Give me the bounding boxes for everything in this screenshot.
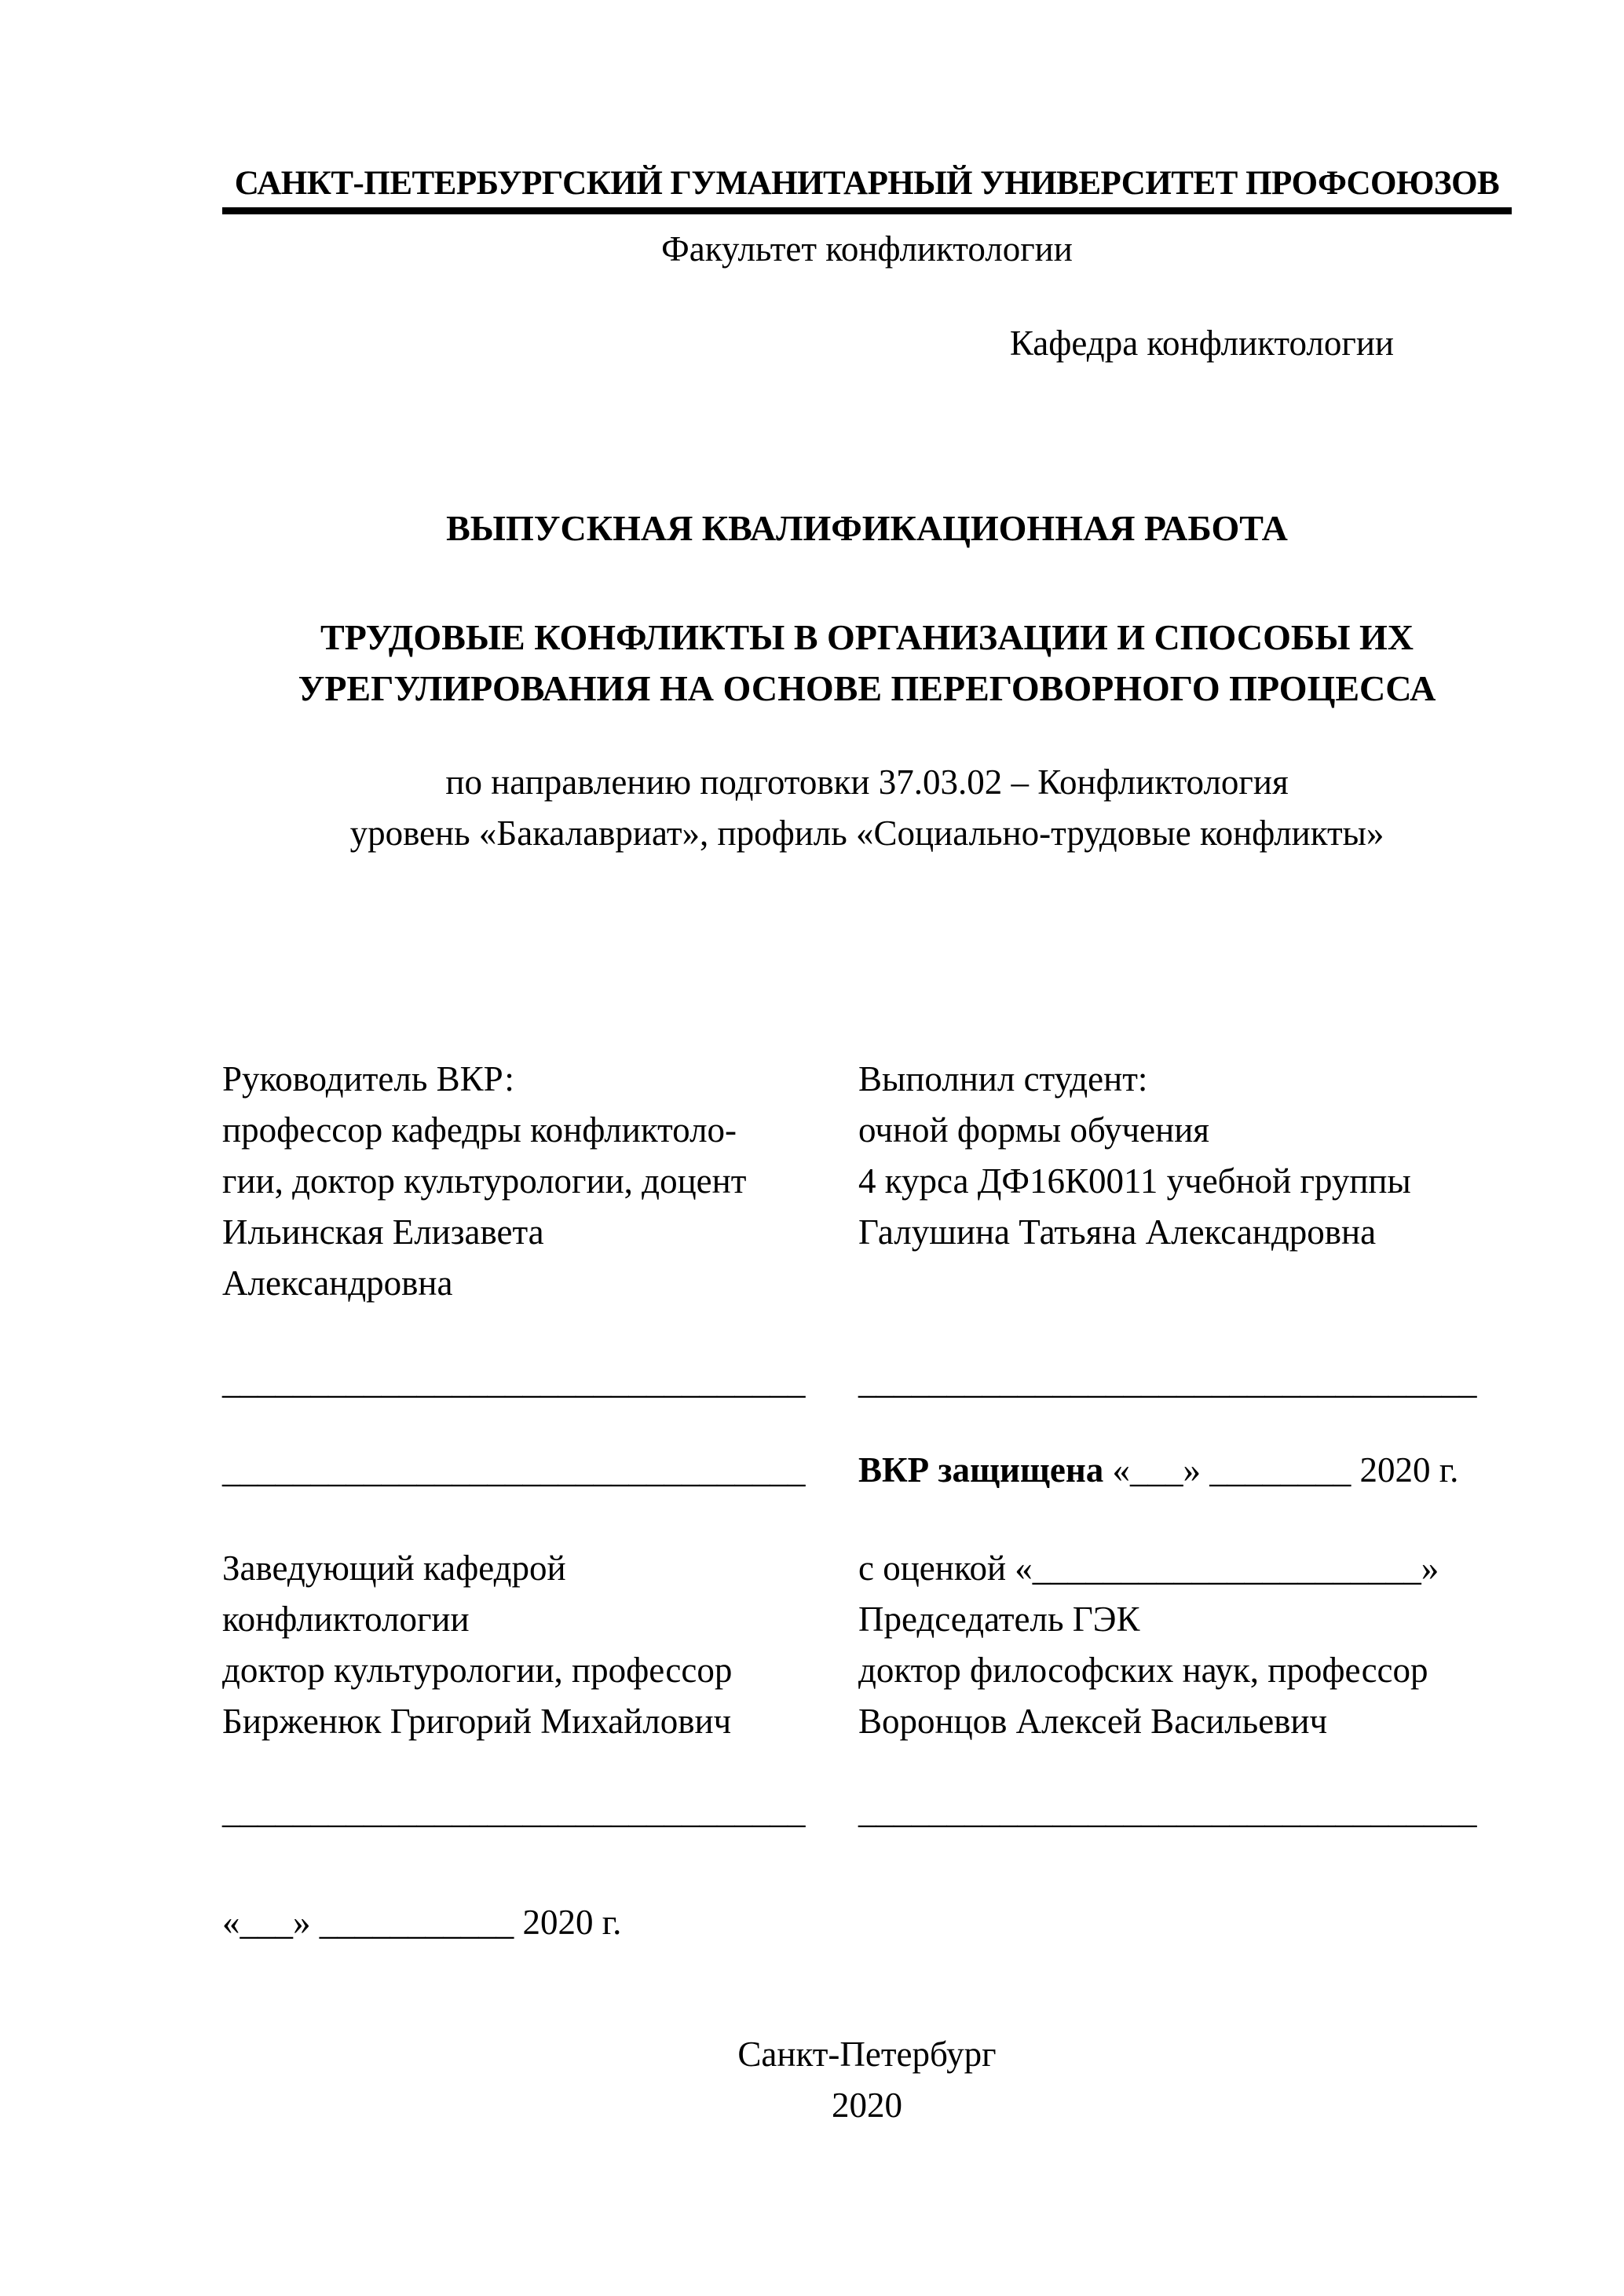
- head-date-line: «___» ___________ 2020 г.: [222, 1903, 622, 1942]
- department-head-column: [222, 1543, 858, 1747]
- supervisor-signature-line: _________________________________: [222, 1362, 806, 1401]
- signature-row-2: [222, 1445, 1512, 1496]
- chair-title: Председатель ГЭК: [858, 1600, 1140, 1639]
- student-signature-line: ___________________________________: [858, 1362, 1477, 1401]
- supervisor-position-line-2: гии, доктор культурологии, доцент: [222, 1161, 747, 1201]
- thesis-title: [222, 612, 1512, 714]
- supervisor-student-block: [222, 1054, 1512, 1309]
- head-title-line-2: конфликтологии: [222, 1600, 470, 1639]
- program-block: [222, 757, 1512, 859]
- chair-name: Воронцов Алексей Васильевич: [858, 1702, 1328, 1741]
- gek-chair-column: [858, 1543, 1512, 1747]
- university-name: САНКТ-ПЕТЕРБУРГСКИЙ ГУМАНИТАРНЫЙ УНИВЕРСИТЕТ ПРОФСОЮЗОВ: [222, 161, 1512, 214]
- head-title-line-1: Заведующий кафедрой: [222, 1548, 566, 1588]
- program-level: уровень «Бакалавриат», профиль «Социально-трудовые конфликты»: [349, 813, 1384, 853]
- department-line: Кафедра конфликтологии: [1009, 324, 1394, 363]
- signature-row-3: [222, 1786, 1512, 1837]
- grade-line: с оценкой «______________________»: [858, 1548, 1439, 1588]
- work-type-heading: ВЫПУСКНАЯ КВАЛИФИКАЦИОННАЯ РАБОТА: [446, 508, 1288, 548]
- footer-city: Санкт-Петербург: [737, 2035, 997, 2074]
- head-degree: доктор культурологии, профессор: [222, 1651, 733, 1690]
- student-heading: Выполнил студент:: [858, 1059, 1148, 1099]
- student-column: [858, 1054, 1512, 1309]
- student-name: Галушина Татьяна Александровна: [858, 1212, 1377, 1252]
- supervisor-position-line-1: профессор кафедры конфликтоло-: [222, 1110, 737, 1150]
- defense-date-rest: «___» ________ 2020 г.: [1103, 1450, 1459, 1490]
- faculty-line: Факультет конфликтологии: [661, 229, 1073, 269]
- program-direction: по направлению подготовки 37.03.02 – Конфликтология: [445, 762, 1289, 802]
- supervisor-heading: Руководитель ВКР:: [222, 1059, 514, 1099]
- head-and-chair-block: [222, 1543, 1512, 1747]
- thesis-title-line-2: УРЕГУЛИРОВАНИЯ НА ОСНОВЕ ПЕРЕГОВОРНОГО ПРОЦЕССА: [298, 668, 1436, 708]
- chair-signature-line: ___________________________________: [858, 1791, 1477, 1830]
- defense-date-line: [858, 1445, 1512, 1496]
- supervisor-name-line-2: Александровна: [222, 1263, 453, 1303]
- student-study-form: очной формы обучения: [858, 1110, 1209, 1150]
- defense-date-bold: ВКР защищена: [858, 1450, 1104, 1490]
- supervisor-signature-line-2: _________________________________: [222, 1450, 806, 1490]
- student-group: 4 курса ДФ16К0011 учебной группы: [858, 1161, 1411, 1201]
- supervisor-name-line-1: Ильинская Елизавета: [222, 1212, 544, 1252]
- head-name: Бирженюк Григорий Михайлович: [222, 1702, 732, 1741]
- head-signature-line: _________________________________: [222, 1791, 806, 1830]
- supervisor-column: [222, 1054, 858, 1309]
- chair-degree: доктор философских наук, профессор: [858, 1651, 1428, 1690]
- footer-block: [222, 2029, 1512, 2131]
- thesis-title-line-1: ТРУДОВЫЕ КОНФЛИКТЫ В ОРГАНИЗАЦИИ И СПОСОБЫ ИХ: [320, 617, 1414, 657]
- signature-row-1: [222, 1356, 1512, 1407]
- footer-year: 2020: [832, 2086, 902, 2125]
